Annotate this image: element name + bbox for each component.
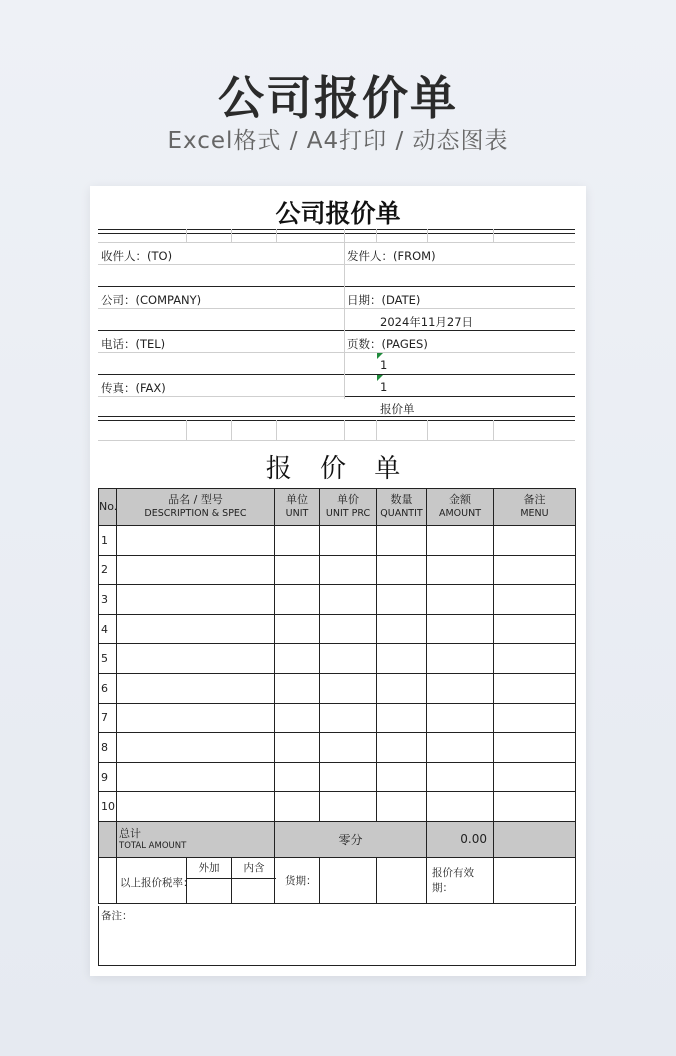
col-header-amount: 金额 AMOUNT [427,489,494,526]
table-row: 8 [99,733,576,763]
pages-value[interactable]: 1 [380,358,388,372]
table-row: 6 [99,673,576,703]
table-row: 5 [99,644,576,674]
col-header-no: No. [99,489,117,526]
total-value: 0.00 [427,821,494,857]
tel-label: 电话：(TEL) [101,337,166,351]
terms-row [99,857,576,903]
remarks-box[interactable] [98,906,576,966]
items-table [98,488,576,904]
total-in-words: 零分 [275,821,427,857]
col-header-unit: 单位 UNIT [275,489,320,526]
header-line [98,420,575,421]
hero-subtitle: Excel格式 / A4打印 / 动态图表 [167,128,509,154]
grid-line [98,440,575,441]
section-line [98,286,575,287]
tax-included-label: 内含 [232,858,276,879]
section-line [344,396,575,397]
col-header-quantity: 数量 QUANTIT [377,489,427,526]
hero-title: 公司报价单 [218,71,458,125]
date-value[interactable]: 2024年11月27日 [380,315,474,329]
quote-heading: 报 价 单 [265,454,411,484]
header-line [98,229,575,230]
section-line [98,374,575,375]
pages-label: 页数：(PAGES) [347,337,428,351]
grid-line [98,396,348,397]
total-label-en: TOTAL AMOUNT [119,840,187,851]
col-header-description: 品名 / 型号 DESCRIPTION & SPEC [117,489,275,526]
from-label: 发件人：(FROM) [347,249,436,263]
sheet-title: 公司报价单 [275,199,401,228]
col-header-remarks: 备注 MENU [494,489,576,526]
validity-label: 报价有效期： [427,857,494,903]
table-header-row [99,489,576,526]
total-label: 总计 [119,826,141,840]
grid-line [98,242,575,243]
col-header-unit-price: 单价 UNIT PRC [320,489,377,526]
grid-line [98,308,575,309]
header-line [98,416,575,417]
table-row: 2 [99,555,576,585]
company-label: 公司：(COMPANY) [101,293,202,307]
doc-name: 报价单 [380,402,415,416]
fax-label: 传真：(FAX) [101,381,166,395]
table-row: 9 [99,762,576,792]
remarks-label: 备注： [101,910,133,922]
grid-line [98,352,575,353]
table-row: 7 [99,703,576,733]
tax-extra-label: 外加 [187,858,232,879]
fax-value[interactable]: 1 [380,380,388,394]
table-row: 1 [99,526,576,556]
table-row: 10 [99,792,576,822]
tax-label: 以上报价税率： [120,876,194,889]
table-row: 3 [99,585,576,615]
quotation-sheet [90,186,586,976]
total-row [99,821,576,857]
grid-line [98,264,575,265]
to-label: 收件人：(TO) [101,249,173,263]
delivery-label: 货期： [275,857,320,903]
section-line [98,330,575,331]
date-label: 日期：(DATE) [347,293,421,307]
table-row: 4 [99,614,576,644]
header-line [98,233,575,234]
